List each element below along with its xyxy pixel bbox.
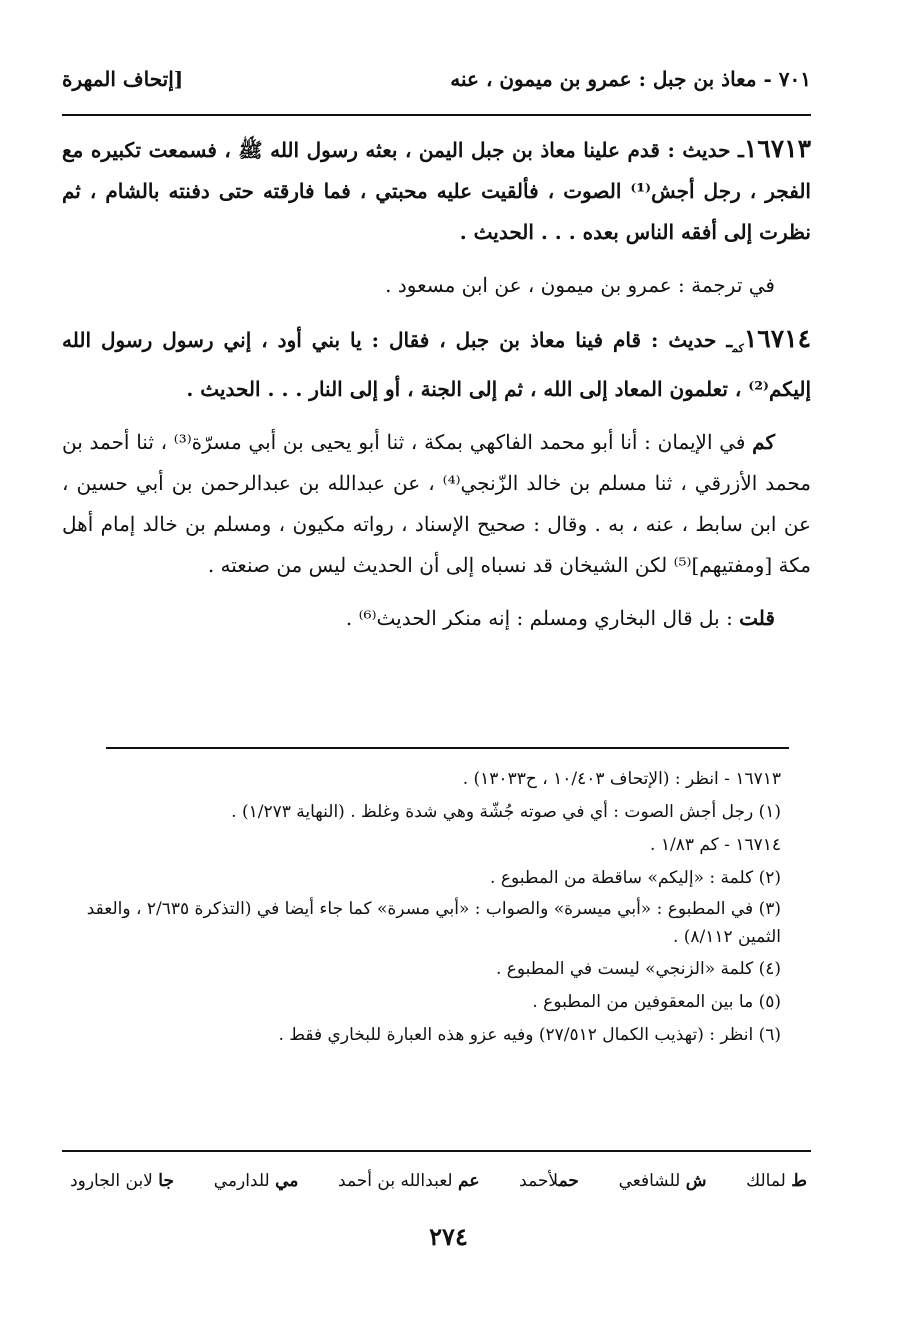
legend-desc: للشافعي (618, 1171, 681, 1191)
legend-item (70, 1171, 174, 1191)
qult-text: : بل قال البخاري ومسلم : إنه منكر الحديث⁽⁶⁾ . (345, 606, 740, 630)
hadith-text: ـ حديث : قام فينا معاذ بن جبل ، فقال : يا بني أود ، إني رسول رسول الله إليكم⁽²⁾ ، تعلمون المعاد إلى الله ، ثم إلى الجنة ، أو إلى النار . . . الحديث . (62, 328, 811, 401)
legend-item (519, 1171, 579, 1191)
legend-item (214, 1171, 299, 1191)
legend-item (338, 1171, 479, 1191)
footnote-item: (٤) كلمة «الزنجي» ليست في المطبوع . (495, 959, 781, 979)
legend-desc: للدارمي (213, 1171, 270, 1191)
hadith-text: ـ حديث : قدم علينا معاذ بن جبل اليمن ، بعثه رسول الله ﷺ ، فسمعت تكبيره مع الفجر ، رجل أجش⁽¹⁾ الصوت ، فألقيت عليه محبتي ، فما فارقته حتى دفنته بالشام ، ثم نظرت إلى أفقه الناس بعده . . . الحديث . (62, 138, 811, 244)
legend-desc: لابن الجارود (70, 1171, 153, 1191)
footnote-item: (٢) كلمة : «إليكم» ساقطة من المطبوع . (490, 868, 781, 888)
hadith-16713-source: في ترجمة : عمرو بن ميمون ، عن ابن مسعود . (385, 273, 775, 297)
legend-divider (62, 1150, 811, 1152)
running-title-book: [إتحاف المهرة (62, 67, 184, 91)
hadith-16714 (62, 318, 811, 410)
editor-note (62, 598, 811, 639)
running-title-chapter: ٧٠١ - معاذ بن جبل : عمرو بن ميمون ، عنه (450, 67, 811, 91)
footnote-item: ١٦٧١٣ - انظر : (الإتحاف ١٠/٤٠٣ ، ح١٣٠٣٣) . (462, 769, 781, 789)
legend-abbr: جا (158, 1171, 174, 1191)
hadith-siglum: كم (732, 342, 744, 355)
legend-desc: لأحمد (519, 1171, 559, 1191)
legend-abbr: ش (685, 1171, 707, 1191)
source-text: في الإيمان : أنا أبو محمد الفاكهي بمكة ، ثنا أبو يحيى بن أبي مسرّة⁽³⁾ ، ثنا أحمد بن محمد الأزرقي ، ثنا مسلم بن خالد الزّنجي⁽⁴⁾ ، عن عبدالله بن عبدالرحمن بن أبي حسين ، عن ابن سابط ، عنه ، به . وقال : صحيح الإسناد ، رواته مكيون ، ومسلم بن خالد إمام أهل مكة [ومفتيهم]⁽⁵⁾ لكن الشيخان قد نسباه إلى أن الحديث ليس من صنعته . (62, 430, 811, 577)
footnote-divider (106, 747, 789, 749)
legend-desc: لعبدالله بن أحمد (338, 1171, 453, 1191)
page-number: ٢٧٤ (429, 1222, 468, 1251)
footnote-item: (١) رجل أجش الصوت : أي في صوته جُشّة وهي شدة وغلظ . (النهاية ١/٢٧٣) . (231, 802, 781, 822)
footnotes (66, 763, 781, 1052)
legend-desc: لمالك (746, 1171, 786, 1191)
hadith-number: ١٦٧١٣ (743, 134, 811, 163)
legend-item (746, 1171, 807, 1191)
footnote-item: (٦) انظر : (تهذيب الكمال ٢٧/٥١٢) وفيه عزو هذه العبارة للبخاري فقط . (278, 1025, 781, 1045)
legend-item (619, 1171, 707, 1191)
qult-label: قلت (739, 606, 775, 630)
footnote-item: (٣) في المطبوع : «أبي ميسرة» والصواب : «أبي مسرة» كما جاء أيضا في (التذكرة ٢/٦٣٥ ، والعقد الثمين ٨/١١٢) . (86, 899, 781, 947)
legend-abbr: ط (791, 1171, 807, 1191)
hadith-16714-source (62, 422, 811, 586)
main-text (62, 128, 811, 651)
legend-abbr: عم (458, 1171, 480, 1191)
hadith-16713 (62, 128, 811, 253)
page-header (62, 62, 811, 96)
abbreviation-legend (70, 1166, 807, 1196)
footnote-item: (٥) ما بين المعقوفين من المطبوع . (532, 992, 781, 1012)
legend-abbr: حم (558, 1171, 579, 1191)
footnote-item: ١٦٧١٤ - كم ١/٨٣ . (650, 835, 781, 855)
hadith-number: ١٦٧١٤ (743, 324, 811, 353)
header-divider (62, 114, 811, 116)
source-siglum: كم (752, 430, 776, 454)
legend-abbr: مي (275, 1171, 299, 1191)
